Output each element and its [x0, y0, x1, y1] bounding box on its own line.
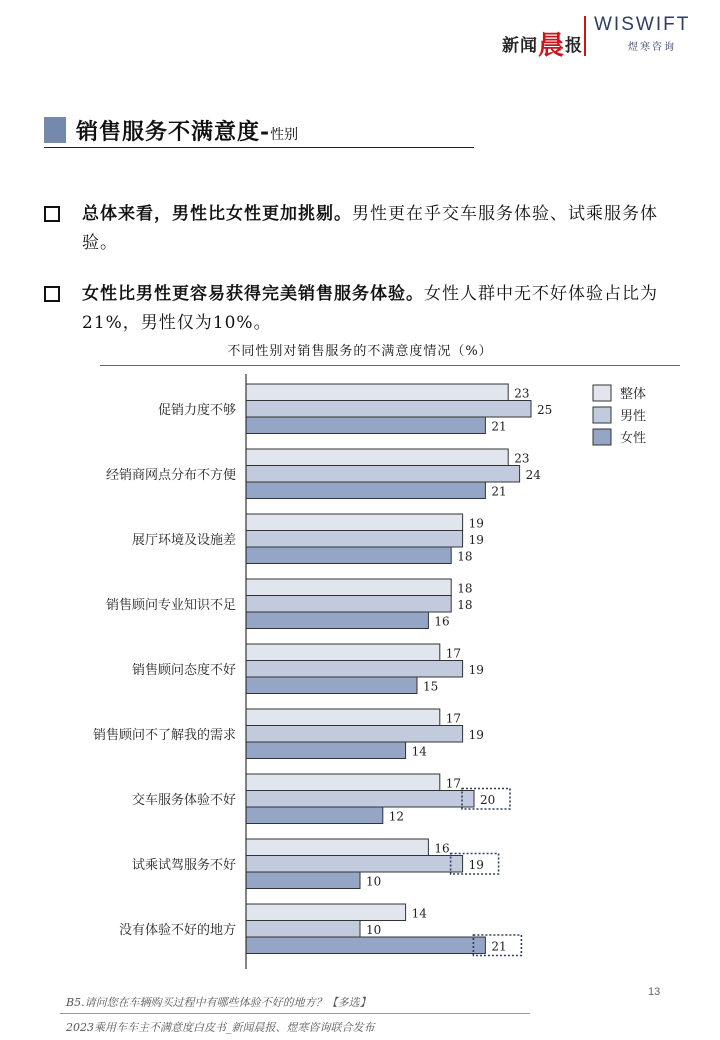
bar-女性-4: [246, 677, 417, 694]
page-subtitle: 性别: [270, 127, 299, 143]
bar-男性-2: [246, 531, 463, 548]
bar-整体-8: [246, 904, 406, 921]
bar-男性-5: [246, 726, 463, 743]
bar-男性-8: [246, 921, 360, 938]
data-label: 18: [457, 549, 473, 564]
data-label: 23: [514, 386, 530, 401]
legend-entry: 女性: [620, 431, 647, 446]
data-label: 10: [366, 874, 382, 889]
bar-整体-2: [246, 514, 463, 531]
data-label: 17: [445, 711, 462, 726]
source-note: 2023乘用车车主不满意度白皮书_新闻晨报、煜寒咨询联合发布: [66, 1021, 375, 1034]
footnote-rule: [60, 1013, 530, 1014]
bar-女性-0: [246, 417, 485, 434]
data-label: 18: [457, 597, 473, 612]
finding-2: 女性比男性更容易获得完美销售服务体验。女性人群中无不好体验占比为21%，男性仅为10%。: [44, 280, 684, 338]
bar-男性-6: [246, 791, 474, 808]
section-heading: [44, 115, 474, 148]
bar-chart: [0, 370, 720, 970]
bar-整体-5: [246, 709, 440, 726]
data-label: 15: [423, 679, 439, 694]
bar-男性-7: [246, 856, 463, 873]
category-label: 展厅环境及设施差: [131, 532, 236, 548]
page-number: 13: [648, 986, 661, 998]
data-label: 21: [491, 419, 507, 434]
legend-swatch: [593, 385, 611, 401]
bar-男性-1: [246, 466, 520, 483]
data-label: 14: [411, 744, 427, 759]
data-label: 17: [445, 646, 462, 661]
logo-divider: [584, 16, 586, 56]
data-label: 19: [468, 516, 484, 531]
checkbox-bullet-icon: [44, 286, 60, 302]
data-label: 23: [514, 451, 530, 466]
heading-marker: [44, 117, 66, 143]
footnote: B5.请问您在车辆购买过程中有哪些体验不好的地方？【多选】: [66, 996, 371, 1009]
chart-title-rule: [100, 365, 680, 366]
bar-整体-7: [246, 839, 428, 856]
data-label: 20: [480, 792, 496, 807]
category-label: 销售顾问专业知识不足: [105, 597, 236, 613]
bar-女性-5: [246, 742, 406, 759]
logo: [502, 14, 702, 61]
bar-整体-0: [246, 384, 508, 401]
data-label: 10: [366, 922, 382, 937]
legend-entry: 整体: [620, 387, 647, 402]
data-label: 16: [434, 614, 450, 629]
category-label: 销售顾问不了解我的需求: [92, 727, 236, 743]
data-label: 21: [491, 939, 507, 954]
bar-男性-0: [246, 401, 531, 418]
category-label: 交车服务体验不好: [131, 792, 236, 808]
category-label: 促销力度不够: [157, 402, 236, 418]
data-label: 19: [468, 532, 484, 547]
bar-整体-6: [246, 774, 440, 791]
legend-swatch: [593, 407, 611, 423]
category-label: 经销商网点分布不方便: [105, 467, 236, 483]
bar-女性-1: [246, 482, 485, 499]
data-label: 17: [445, 776, 462, 791]
logo-cn: 新闻晨报: [502, 31, 584, 61]
checkbox-bullet-icon: [44, 206, 60, 222]
bar-整体-1: [246, 449, 508, 466]
bar-整体-3: [246, 579, 451, 596]
bar-整体-4: [246, 644, 440, 661]
data-label: 19: [468, 857, 484, 872]
bar-女性-7: [246, 872, 360, 889]
bar-女性-2: [246, 547, 451, 564]
category-label: 没有体验不好的地方: [118, 922, 236, 938]
bar-女性-3: [246, 612, 428, 629]
data-label: 18: [457, 581, 473, 596]
chart-title: 不同性别对销售服务的不满意度情况（%）: [227, 344, 493, 359]
data-label: 21: [491, 484, 507, 499]
data-label: 12: [388, 809, 405, 824]
data-label: 24: [525, 467, 541, 482]
data-label: 14: [411, 906, 427, 921]
data-label: 19: [468, 727, 484, 742]
page-title: 销售服务不满意度-性别: [76, 119, 299, 145]
bar-男性-4: [246, 661, 463, 678]
category-label: 销售顾问态度不好: [131, 662, 236, 678]
logo-en: WISWIFT: [594, 14, 691, 35]
legend-swatch: [593, 429, 611, 445]
category-label: 试乘试驾服务不好: [131, 857, 236, 873]
data-label: 16: [434, 841, 450, 856]
bar-男性-3: [246, 596, 451, 613]
data-label: 19: [468, 662, 484, 677]
legend-entry: 男性: [620, 409, 647, 424]
bar-女性-6: [246, 807, 383, 824]
key-findings: [44, 200, 684, 360]
bar-女性-8: [246, 937, 485, 954]
finding-1: 总体来看，男性比女性更加挑剔。男性更在乎交车服务体验、试乘服务体验。: [44, 200, 684, 258]
logo-en-sub: 煜寒咨询: [628, 42, 676, 53]
data-label: 25: [537, 402, 553, 417]
